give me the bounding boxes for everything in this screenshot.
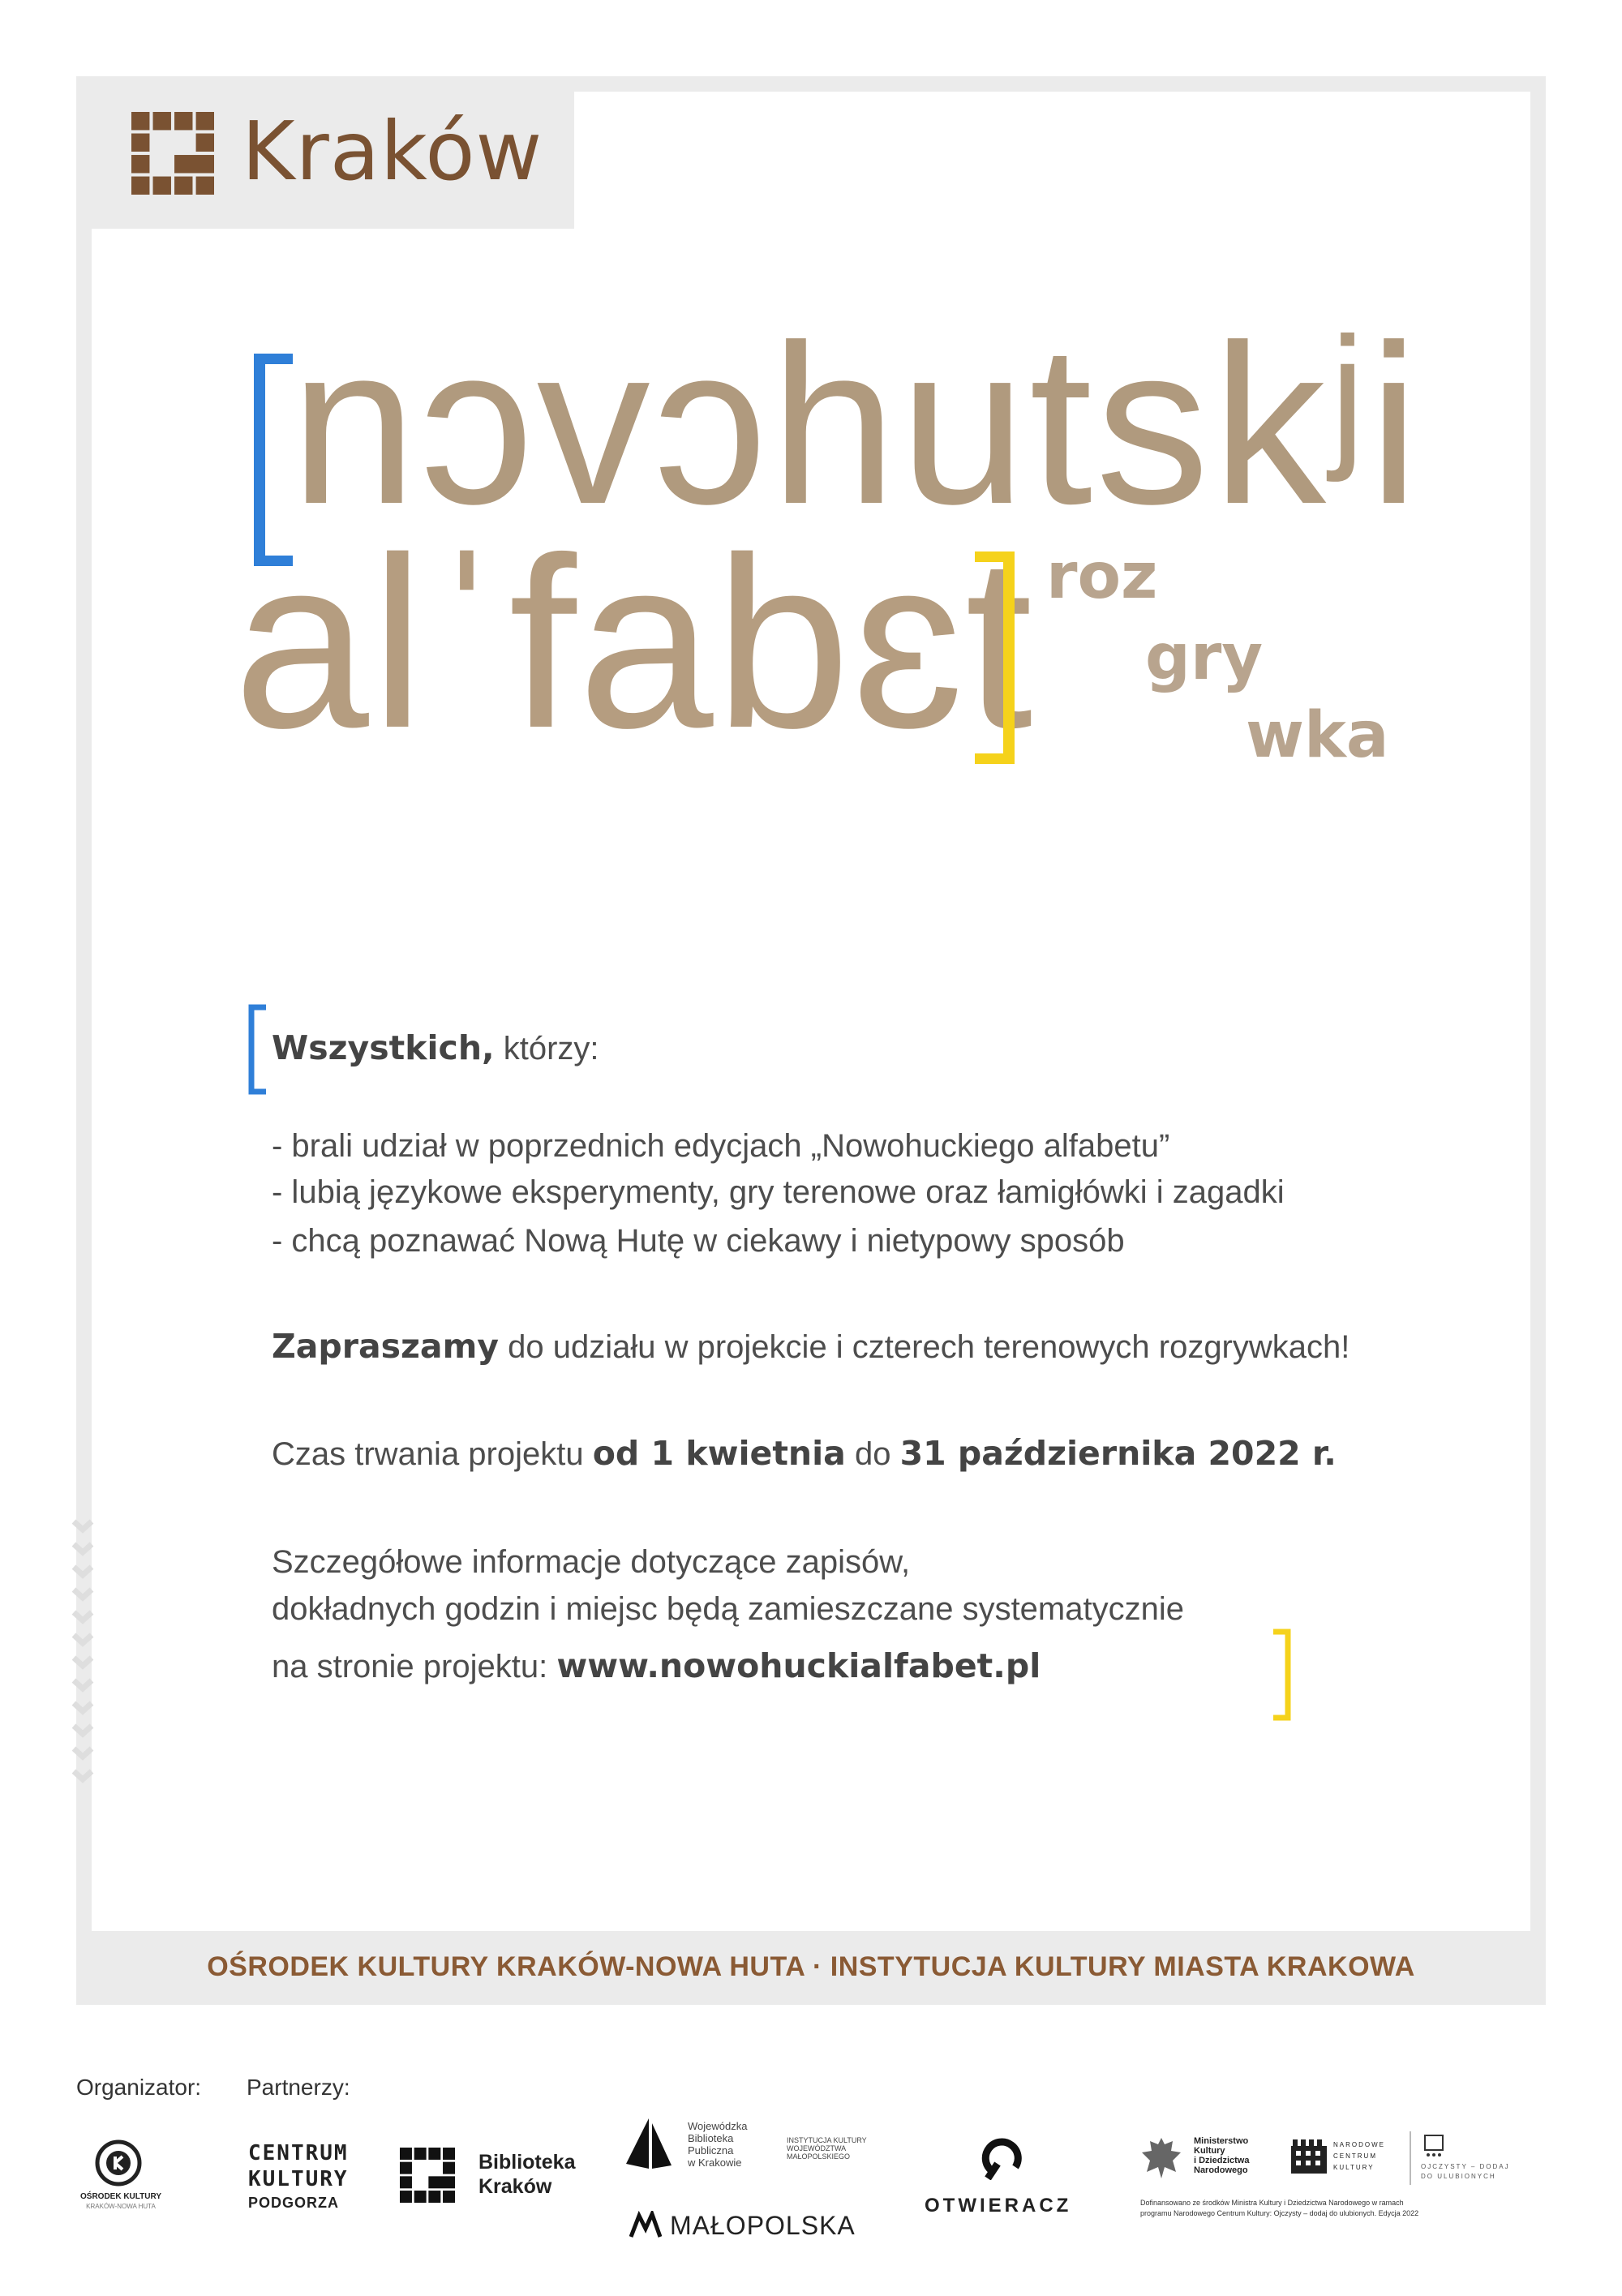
bullet-item: - chcą poznawać Nową Hutę w ciekawy i nietypowy sposób	[272, 1223, 1125, 1259]
intro-rest: którzy:	[494, 1031, 599, 1066]
title-line-2: alˈfabɛt	[234, 506, 1035, 779]
intro-bracket	[245, 1004, 269, 1095]
otwieracz-label: OTWIERACZ	[925, 2195, 1072, 2217]
biblioteka-line-1: Biblioteka	[478, 2151, 576, 2174]
krakow-logo-icon	[131, 112, 214, 195]
footer-institution-text: OŚRODEK KULTURY KRAKÓW-NOWA HUTA · INSTYTUCJA KULTURY MIASTA KRAKOWA	[207, 1951, 1415, 1982]
wbp-book-icon	[624, 2115, 673, 2172]
ministry-divider	[1410, 2131, 1411, 2185]
ojczysty-text: OJCZYSTY – DODAJ DO ULUBIONYCH	[1421, 2163, 1510, 2180]
intro-bold: Wszystkich,	[272, 1028, 495, 1067]
project-url-link[interactable]: www.nowohuckialfabet.pl	[556, 1646, 1041, 1685]
nck-logo-icon	[1291, 2138, 1327, 2174]
ck-logo-line-1: CENTRUM	[248, 2141, 349, 2165]
osrodek-kultury-logo-icon	[95, 2139, 142, 2187]
invite-rest: do udziału w projekcie i czterech terenowych rozgrywkach!	[499, 1329, 1350, 1365]
info-line-3: na stronie projektu: www.nowohuckialfabet.pl	[272, 1646, 1041, 1685]
biblioteka-line-2: Kraków	[478, 2175, 552, 2198]
malopolska-mountain-icon	[629, 2211, 662, 2238]
title-close-bracket	[970, 551, 1022, 764]
ojczysty-icon	[1424, 2135, 1444, 2157]
ck-logo-line-3: PODGORZA	[248, 2195, 340, 2211]
chevron-decoration-icon	[71, 1515, 94, 1791]
partners-label: Partnerzy:	[247, 2075, 350, 2100]
title-sub-gry: gry	[1145, 621, 1264, 694]
organizer-label: Organizator:	[76, 2075, 202, 2100]
otwieracz-logo-icon	[980, 2135, 1027, 2180]
title-sub-wka: wka	[1246, 699, 1389, 772]
funding-note: Dofinansowano ze środków Ministra Kultury i Dziedzictwa Narodowego w ramach programu Narodowego Centrum Kultury: Ojczysty – dodaj do ulubionych. Edycja 2022	[1140, 2199, 1419, 2217]
instytucja-kultury-text: INSTYTUCJA KULTURY WOJEWÓDZTWA MAŁOPOLSKIEGO	[787, 2136, 867, 2161]
info-line-2: dokładnych godzin i miejsc będą zamieszczane systematycznie	[272, 1591, 1184, 1627]
duration-text: Czas trwania projektu od 1 kwietnia do 31 października 2022 r.	[272, 1434, 1337, 1473]
biblioteka-logo-icon	[400, 2148, 455, 2203]
ministry-text: Ministerstwo Kultury i Dziedzictwa Narodowego	[1194, 2136, 1250, 2175]
info-close-bracket	[1270, 1629, 1294, 1721]
header-logo-label: Kraków	[242, 104, 543, 199]
info-line-1: Szczegółowe informacje dotyczące zapisów,	[272, 1544, 911, 1580]
invite-bold: Zapraszamy	[272, 1327, 500, 1366]
ok-logo-text-1: OŚRODEK KULTURY	[80, 2192, 161, 2201]
ok-logo-text-2: KRAKÓW-NOWA HUTA	[86, 2203, 156, 2210]
ck-logo-line-2: KULTURY	[248, 2167, 349, 2191]
malopolska-label: MAŁOPOLSKA	[670, 2211, 856, 2240]
bullet-item: - lubią językowe eksperymenty, gry terenowe oraz łamigłówki i zagadki	[272, 1174, 1285, 1210]
title-line-1: nɔvɔhutskʲi	[290, 298, 1422, 551]
polish-eagle-icon	[1140, 2135, 1182, 2180]
nck-text: NARODOWE CENTRUM KULTURY	[1333, 2141, 1385, 2171]
invite-text	[272, 1327, 1350, 1366]
title-sub-roz: roz	[1046, 540, 1158, 613]
bullet-item: - brali udział w poprzednich edycjach „Nowohuckiego alfabetu”	[272, 1128, 1170, 1164]
intro-text	[272, 1028, 599, 1067]
wbp-text: Wojewódzka Biblioteka Publiczna w Krakowie	[688, 2120, 748, 2169]
